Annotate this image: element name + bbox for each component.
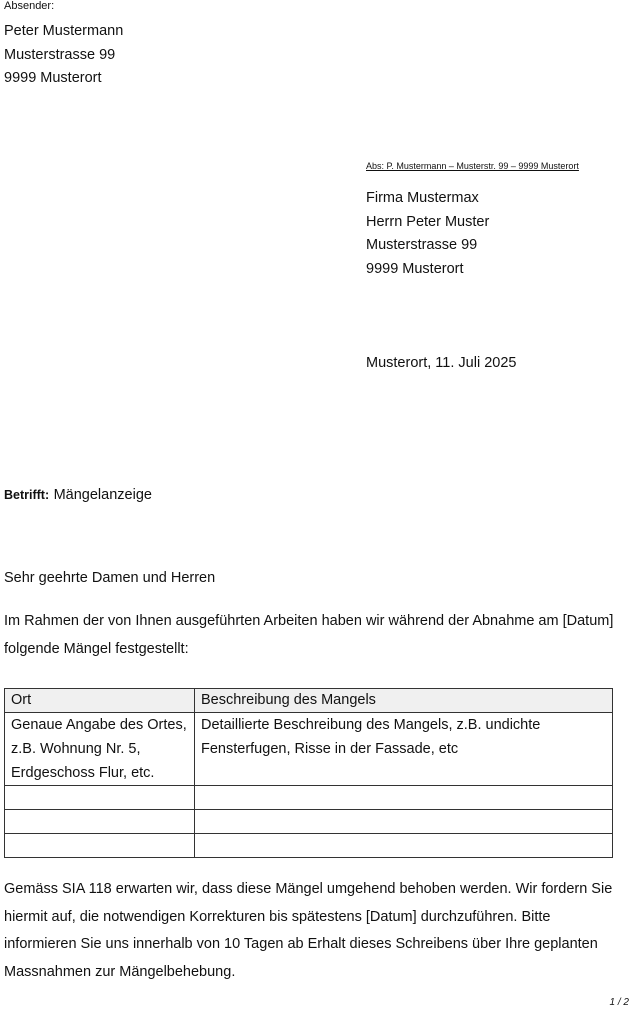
subject-label: Betrifft:	[4, 488, 50, 502]
table-row	[5, 834, 613, 858]
return-address-line: Abs: P. Mustermann – Musterstr. 99 – 9999 Musterort	[366, 161, 579, 171]
sender-name: Peter Mustermann	[4, 23, 124, 39]
recipient-contact: Herrn Peter Muster	[366, 213, 490, 230]
subject-line	[4, 486, 152, 504]
column-header-location: Ort	[5, 689, 195, 713]
letter-date: Musterort, 11. Juli 2025	[366, 355, 517, 371]
sender-label: Absender:	[4, 0, 55, 12]
table-cell-location	[5, 786, 195, 810]
page-number: 1 / 2	[609, 997, 629, 1008]
recipient-address	[366, 187, 489, 281]
sender-street: Musterstrasse 99	[4, 46, 116, 63]
sender-city: 9999 Musterort	[4, 70, 102, 86]
demand-paragraph: Gemäss SIA 118 erwarten wir, dass diese Mängel umgehend behoben werden. Wir fordern Sie hiermit auf, die notwendigen Korrekturen bis spätestens [Datum] durchzuführen. Bitte informieren Sie uns innerhalb von 10 Tagen ab Erhalt dieses Schreibens über Ihre geplanten Massnahmen zur Mängelbehebung.	[4, 881, 613, 980]
intro-paragraph: Im Rahmen der von Ihnen ausgeführten Arbeiten haben wir während der Abnahme am [Datum] folgende Mängel festgestellt:	[4, 613, 614, 657]
table-cell-location	[5, 810, 195, 834]
table-cell-description	[195, 786, 613, 810]
table-cell-location	[5, 834, 195, 858]
recipient-company: Firma Mustermax	[366, 190, 479, 206]
table-row	[5, 713, 613, 786]
subject-text: Mängelanzeige	[53, 487, 152, 503]
salutation: Sehr geehrte Damen und Herren	[4, 570, 216, 586]
table-cell-location: Genaue Angabe des Ortes, z.B. Wohnung Nr. 5, Erdgeschoss Flur, etc.	[5, 713, 195, 786]
recipient-city: 9999 Musterort	[366, 260, 464, 277]
table-cell-description: Detaillierte Beschreibung des Mangels, z.B. undichte Fensterfugen, Risse in der Fassade, etc	[195, 713, 613, 786]
table-cell-description	[195, 810, 613, 834]
table-cell-description	[195, 834, 613, 858]
table-row	[5, 810, 613, 834]
recipient-street: Musterstrasse 99	[366, 237, 478, 253]
table-header-row	[5, 689, 613, 713]
sender-address	[4, 20, 123, 91]
defects-table	[4, 688, 613, 858]
column-header-description: Beschreibung des Mangels	[195, 689, 613, 713]
table-row	[5, 786, 613, 810]
